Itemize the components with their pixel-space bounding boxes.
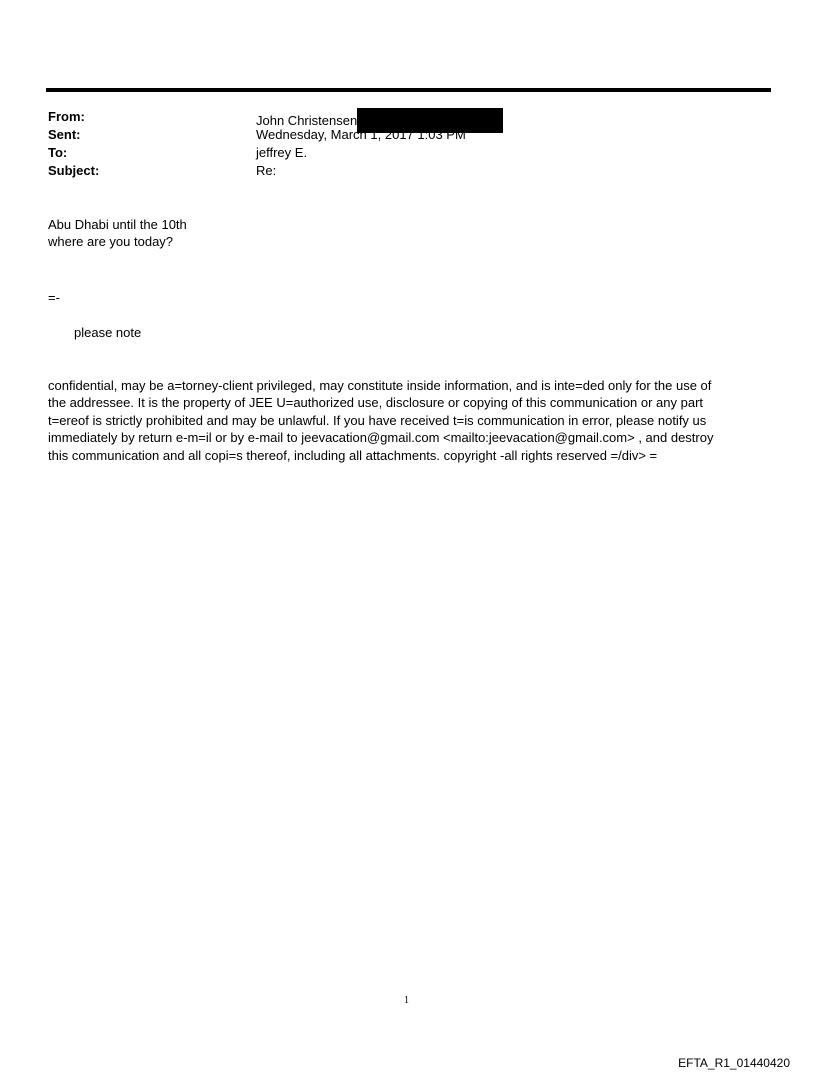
- subject-row: [48, 162, 748, 180]
- disclaimer-line: confidential, may be a=torney-client privileged, may constitute inside information, and is inte=ded only for the use of: [48, 378, 712, 393]
- document-id: EFTA_R1_01440420: [678, 1056, 790, 1070]
- subject-value: Re:: [256, 163, 277, 178]
- to-value: jeffrey E.: [256, 145, 308, 160]
- email-header: [48, 108, 748, 180]
- to-row: [48, 144, 748, 162]
- disclaimer-line: t=ereof is strictly prohibited and may be unlawful. If you have received t=is communication in error, please notify us: [48, 412, 707, 428]
- disclaimer-line: immediately by return e-m=il or by e-mail to jeevacation@gmail.com <mailto:jeevacation@gmail.com> , and destroy: [48, 430, 714, 446]
- from-label: From:: [48, 109, 85, 124]
- body-line-1: Abu Dhabi until the 10th: [48, 217, 187, 232]
- from-row: [48, 108, 748, 126]
- page-number: 1: [404, 995, 409, 1006]
- from-name: John Christensen: [256, 113, 358, 128]
- header-rule: [46, 88, 771, 92]
- body-separator: =-: [48, 290, 60, 305]
- disclaimer-line: the addressee. It is the property of JEE U=authorized use, disclosure or copying of this communication or any part: [48, 395, 704, 411]
- subject-label: Subject:: [48, 163, 100, 178]
- sent-label: Sent:: [48, 127, 81, 142]
- to-label: To:: [48, 145, 68, 160]
- sent-value: Wednesday, March 1, 2017 1:03 PM: [256, 127, 466, 142]
- body-line-2: where are you today?: [48, 234, 174, 249]
- disclaimer-paragraph: [48, 377, 768, 464]
- sent-row: [48, 126, 748, 144]
- disclaimer-line: this communication and all copi=s thereof, including all attachments. copyright -all rights reserved =/div> =: [48, 447, 658, 463]
- body-note: please note: [74, 325, 142, 340]
